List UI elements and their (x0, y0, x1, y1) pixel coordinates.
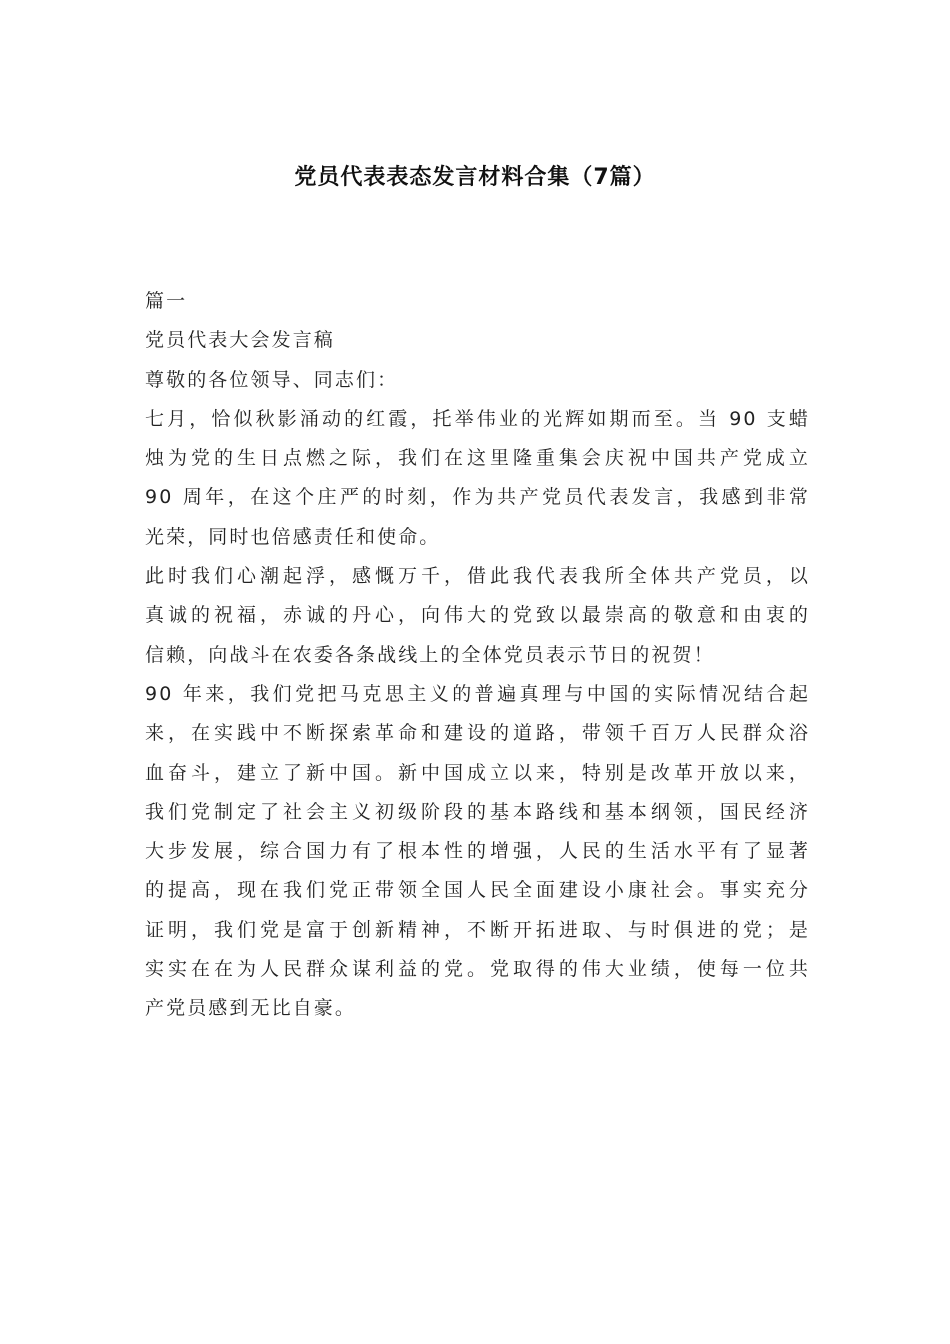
paragraph-3 (145, 675, 810, 1029)
paragraph-line: 我们党制定了社会主义初级阶段的基本路线和基本纲领，国民经济 (145, 800, 810, 823)
paragraph-2 (145, 557, 810, 675)
paragraph-line: 此时我们心潮起浮，感慨万千，借此我代表我所全体共产党员，以 (145, 565, 810, 588)
paragraph-line: 七月，恰似秋影涌动的红霞，托举伟业的光辉如期而至。当 90 支蜡 (145, 407, 810, 430)
paragraph-line: 烛为党的生日点燃之际，我们在这里隆重集会庆祝中国共产党成立 (145, 447, 810, 470)
paragraph-1 (145, 400, 810, 557)
paragraph-line: 光荣，同时也倍感责任和使命。 (145, 525, 441, 548)
salutation: 尊敬的各位领导、同志们： (145, 368, 399, 391)
document-title: 党员代表表态发言材料合集（7篇） (294, 165, 656, 190)
paragraph-line: 来，在实践中不断探索革命和建设的道路，带领千百万人民群众浴 (145, 722, 810, 745)
paragraph-line: 产党员感到无比自豪。 (145, 997, 357, 1020)
paragraph-line: 大步发展，综合国力有了根本性的增强，人民的生活水平有了显著 (145, 840, 810, 863)
paragraph-line: 信赖，向战斗在农委各条战线上的全体党员表示节日的祝贺！ (145, 643, 715, 666)
paragraph-line: 90 年来，我们党把马克思主义的普遍真理与中国的实际情况结合起 (145, 682, 810, 705)
paragraph-line: 真诚的祝福，赤诚的丹心，向伟大的党致以最崇高的敬意和由衷的 (145, 604, 810, 627)
paragraph-line: 实实在在为人民群众谋利益的党。党取得的伟大业绩，使每一位共 (145, 958, 810, 981)
paragraph-line: 血奋斗，建立了新中国。新中国成立以来，特别是改革开放以来， (145, 761, 810, 784)
section-label: 篇一 (145, 290, 188, 312)
paragraph-line: 证明，我们党是富于创新精神，不断开拓进取、与时俱进的党；是 (145, 918, 810, 941)
paragraph-line: 90 周年，在这个庄严的时刻，作为共产党员代表发言，我感到非常 (145, 486, 810, 509)
paragraph-line: 的提高，现在我们党正带领全国人民全面建设小康社会。事实充分 (145, 879, 810, 902)
speech-title: 党员代表大会发言稿 (145, 329, 335, 352)
document-body (145, 282, 810, 1029)
